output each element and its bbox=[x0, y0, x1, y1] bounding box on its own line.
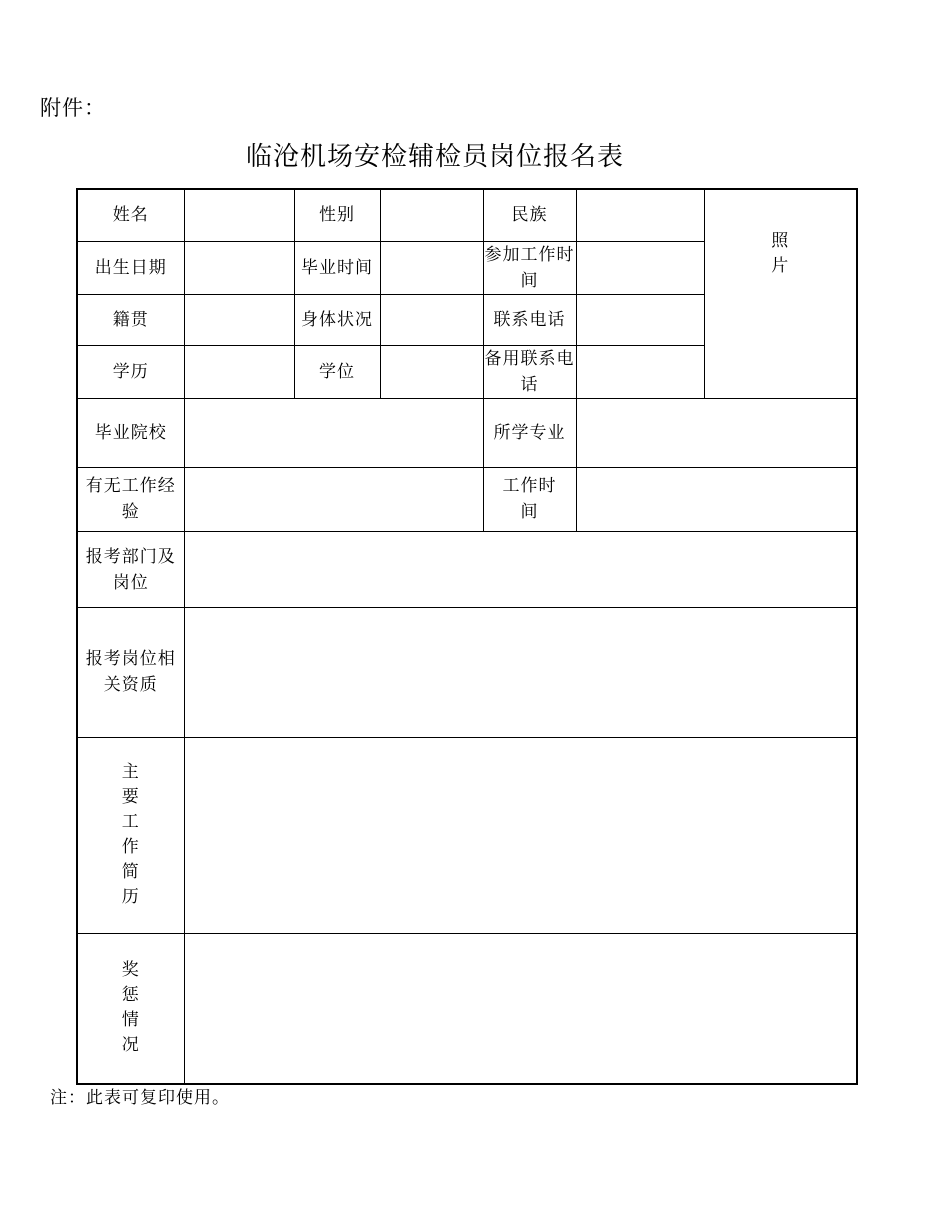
label-applied-dept-position: 报考部门及岗位 bbox=[77, 531, 184, 607]
field-backup-phone[interactable] bbox=[576, 345, 704, 398]
label-backup-phone: 备用联系电话 bbox=[483, 345, 576, 398]
field-ethnicity[interactable] bbox=[576, 189, 704, 241]
field-rewards-punishments[interactable] bbox=[184, 933, 857, 1084]
label-contact-phone: 联系电话 bbox=[483, 294, 576, 345]
field-work-duration[interactable] bbox=[576, 467, 857, 531]
field-degree[interactable] bbox=[380, 345, 483, 398]
label-education: 学历 bbox=[77, 345, 184, 398]
field-applied-dept-position[interactable] bbox=[184, 531, 857, 607]
field-name[interactable] bbox=[184, 189, 294, 241]
field-graduated-school[interactable] bbox=[184, 398, 483, 467]
label-main-work-resume: 主要工作简历 bbox=[121, 762, 140, 907]
field-contact-phone[interactable] bbox=[576, 294, 704, 345]
label-photo: 照片 bbox=[771, 230, 790, 276]
field-graduation-time[interactable] bbox=[380, 241, 483, 294]
label-work-duration: 工作时间 bbox=[483, 467, 576, 531]
field-gender[interactable] bbox=[380, 189, 483, 241]
attachment-label: 附件： bbox=[40, 96, 106, 120]
field-main-work-resume[interactable] bbox=[184, 737, 857, 933]
field-birth-date[interactable] bbox=[184, 241, 294, 294]
label-main-work-resume-cell bbox=[77, 737, 184, 933]
label-gender: 性别 bbox=[294, 189, 380, 241]
form-title: 临沧机场安检辅检员岗位报名表 bbox=[245, 142, 624, 172]
label-related-qualifications: 报考岗位相关资质 bbox=[77, 607, 184, 737]
label-rewards-punishments: 奖惩情况 bbox=[121, 960, 140, 1056]
field-related-qualifications[interactable] bbox=[184, 607, 857, 737]
footer-note: 注：此表可复印使用。 bbox=[50, 1088, 230, 1108]
label-rewards-punishments-cell bbox=[77, 933, 184, 1084]
field-native-place[interactable] bbox=[184, 294, 294, 345]
label-ethnicity: 民族 bbox=[483, 189, 576, 241]
field-work-experience[interactable] bbox=[184, 467, 483, 531]
label-health-status: 身体状况 bbox=[294, 294, 380, 345]
label-name: 姓名 bbox=[77, 189, 184, 241]
label-major: 所学专业 bbox=[483, 398, 576, 467]
field-major[interactable] bbox=[576, 398, 857, 467]
label-graduated-school: 毕业院校 bbox=[77, 398, 184, 467]
label-work-start-time: 参加工作时间 bbox=[483, 241, 576, 294]
label-graduation-time: 毕业时间 bbox=[294, 241, 380, 294]
label-birth-date: 出生日期 bbox=[77, 241, 184, 294]
field-education[interactable] bbox=[184, 345, 294, 398]
registration-form-table bbox=[76, 188, 858, 1085]
photo-box[interactable] bbox=[704, 189, 857, 398]
label-degree: 学位 bbox=[294, 345, 380, 398]
label-work-experience: 有无工作经验 bbox=[77, 467, 184, 531]
field-work-start-time[interactable] bbox=[576, 241, 704, 294]
field-health-status[interactable] bbox=[380, 294, 483, 345]
label-native-place: 籍贯 bbox=[77, 294, 184, 345]
